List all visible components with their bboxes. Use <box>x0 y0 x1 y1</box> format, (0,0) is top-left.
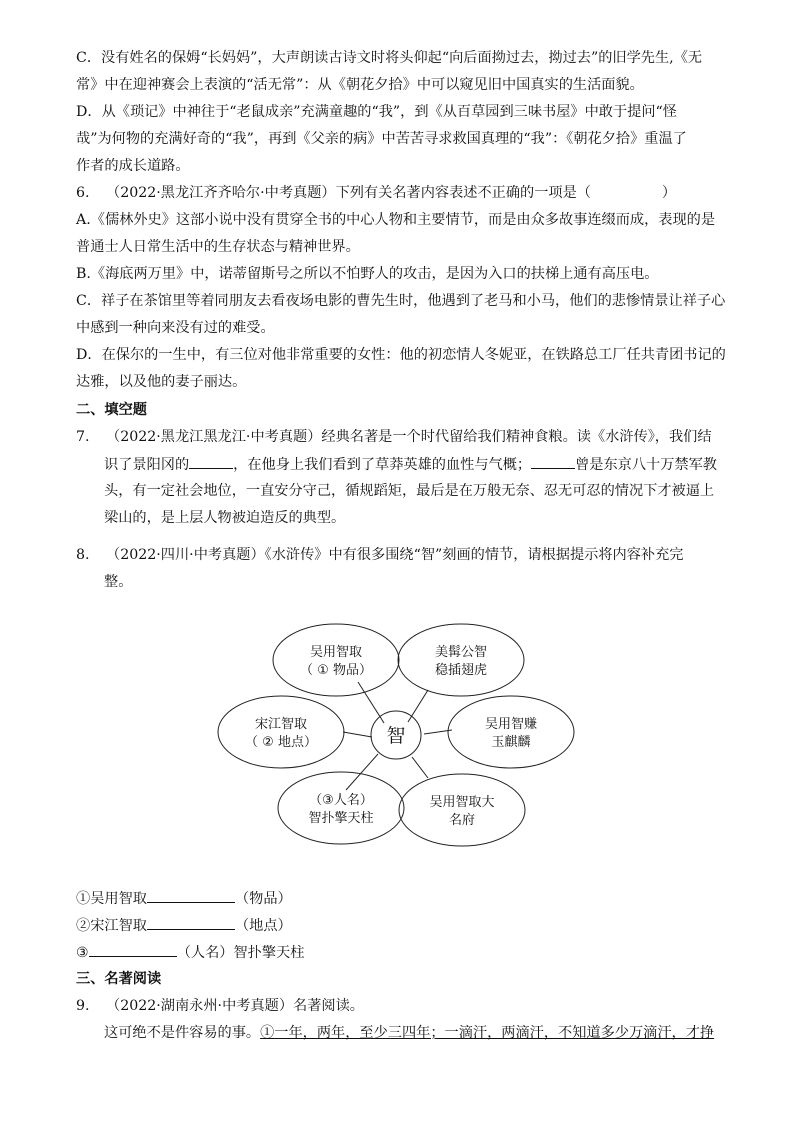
node-4-line1: 吴用智赚 <box>484 717 538 732</box>
node-songjiang <box>218 696 344 768</box>
q8-line1 <box>76 545 683 565</box>
node-3-line1: 宋江智取 <box>254 717 308 732</box>
q6-option-c-line1: C．祥子在茶馆里等着同朋友去看夜场电影的曹先生时，他遇到了老马和小马，他们的悲惨情景让祥子心 <box>76 293 726 309</box>
q9-passage-text: 这可绝不是件容易的事。 <box>104 1025 261 1041</box>
q8-line2: 整。 <box>104 574 133 590</box>
q8-answer-2-prefix: ②宋江智取 <box>76 918 147 934</box>
node-zhipu <box>278 772 404 844</box>
q9-number: 9. <box>76 998 90 1014</box>
node-3-line2: （ ② 地点） <box>245 735 317 750</box>
q8-answer-2-suffix: （地点） <box>234 918 292 934</box>
q8-answer-3-blank[interactable] <box>89 942 177 957</box>
q7-number: 7. <box>76 429 90 445</box>
q6-option-b: B.《海底两万里》中，诺蒂留斯号之所以不怕野人的攻击，是因为入口的扶梯上通有高压电。 <box>76 266 659 282</box>
q8-answer-1-prefix: ①吴用智取 <box>76 891 147 907</box>
q5-option-d-line1: D．从《琐记》中神往于“老鼠成亲”充满童趣的“我”，到《从百草园到三味书屋》中敢于提问“怪 <box>76 104 677 120</box>
q7-line2-text-b: ，在他身上我们看到了草莽英雄的血性与气概； <box>233 457 532 473</box>
q7-blank-1[interactable] <box>189 454 233 469</box>
q7-line1-text: （2022·黑龙江黑龙江·中考真题）经典名著是一个时代留给我们精神食粮。读《水浒传》，我们结 <box>106 429 712 445</box>
node-daming <box>399 774 525 846</box>
zhi-mind-map-diagram <box>0 610 794 870</box>
q8-line1-text: （2022·四川·中考真题）《水浒传》中有很多围绕“智”刻画的情节，请根据提示将内容补充完 <box>106 547 684 563</box>
node-5-line1: （③人名） <box>309 793 373 808</box>
q9-underlined-sentence-1: ①一年，两年，至少三四年；一滴汗，两滴汗，不知道多少万滴汗，才挣 <box>260 1025 715 1041</box>
q9-stem-text: （2022·湖南永州·中考真题）名著阅读。 <box>106 998 364 1014</box>
q7-line3: 头，有一定社会地位，一直安分守己，循规蹈矩，最后是在万般无奈、忍无可忍的情况下才被逼上 <box>104 483 715 499</box>
q5-option-c-line2: 常》中在迎神赛会上表演的“活无常”：从《朝花夕拾》中可以窥见旧中国真实的生活面貌。 <box>76 77 644 93</box>
q6-number: 6. <box>76 185 90 201</box>
q7-line2-text-a: 识了景阳冈的 <box>104 457 190 473</box>
node-5-line2: 智扑擎天柱 <box>308 811 374 826</box>
q9-stem <box>76 996 364 1016</box>
node-2-line1: 美髯公智 <box>434 645 488 660</box>
node-2-line2: 稳插翅虎 <box>434 663 488 678</box>
q7-blank-2[interactable] <box>531 454 575 469</box>
node-meiranggong <box>398 624 524 696</box>
q8-answer-1 <box>76 888 292 909</box>
q8-answer-1-suffix: （物品） <box>234 891 292 907</box>
q8-answer-3-suffix: （人名）智扑擎天柱 <box>176 945 305 961</box>
q7-line2 <box>104 454 717 475</box>
q8-number: 8. <box>76 547 90 563</box>
q6-option-d-line1: D．在保尔的一生中，有三位对他非常重要的女性：他的初恋情人冬妮亚，在铁路总工厂任共青团书记的 <box>76 347 726 363</box>
node-wuyong-quwu <box>273 624 399 696</box>
q7-line2-text-c: 曾是东京八十万禁军教 <box>575 457 717 473</box>
node-4-line2: 玉麒麟 <box>491 735 531 750</box>
node-center-label: 智 <box>386 725 406 747</box>
q6-option-d-line2: 达雅，以及他的妻子丽达。 <box>76 374 247 390</box>
q5-option-d-line3: 作者的成长道路。 <box>76 158 190 174</box>
connector-6 <box>412 757 428 778</box>
q8-answer-2 <box>76 915 292 936</box>
q8-answer-1-blank[interactable] <box>147 888 235 903</box>
q6-option-a-line1: A.《儒林外史》这部小说中没有贯穿全书的中心人物和主要情节，而是由众多故事连缀而成，表现的是 <box>76 212 716 228</box>
q6-option-a-line2: 普通士人日常生活中的生存状态与精神世界。 <box>76 239 360 255</box>
node-1-line2: （ ① 物品） <box>300 663 372 678</box>
q8-answer-2-blank[interactable] <box>147 915 235 930</box>
q8-answer-3-prefix: ③ <box>76 945 89 961</box>
node-6-line2: 名府 <box>448 813 476 828</box>
q5-option-d-line2: 哉”为何物的充满好奇的“我”，再到《父亲的病》中苦苦寻求救国真理的“我”：《朝花夕拾》重温了 <box>76 131 687 147</box>
q6-stem-text: （2022·黑龙江齐齐哈尔·中考真题）下列有关名著内容表述不正确的一项是（ ） <box>106 185 677 201</box>
q5-option-c-line1: C．没有姓名的保姆“长妈妈”，大声朗读古诗文时将头仰起“向后面拗过去，拗过去”的旧学先生,《无 <box>76 50 703 66</box>
q7-line4: 梁山的，是上层人物被迫造反的典型。 <box>104 510 346 526</box>
connector-3 <box>343 732 372 737</box>
q9-passage-line1 <box>104 1023 714 1043</box>
q7-line1 <box>76 427 712 447</box>
section-fill-blank-heading: 二、填空题 <box>76 402 147 418</box>
q8-answer-3 <box>76 942 304 963</box>
q6-option-c-line2: 中感到一种向来没有过的难受。 <box>76 320 275 336</box>
node-6-line1: 吴用智取大 <box>429 795 495 810</box>
node-1-line1: 吴用智取 <box>309 645 363 660</box>
connector-2 <box>408 690 428 722</box>
section-reading-heading: 三、名著阅读 <box>76 971 162 987</box>
node-wuyong-zhuan <box>448 696 574 768</box>
q6-stem <box>76 183 676 203</box>
